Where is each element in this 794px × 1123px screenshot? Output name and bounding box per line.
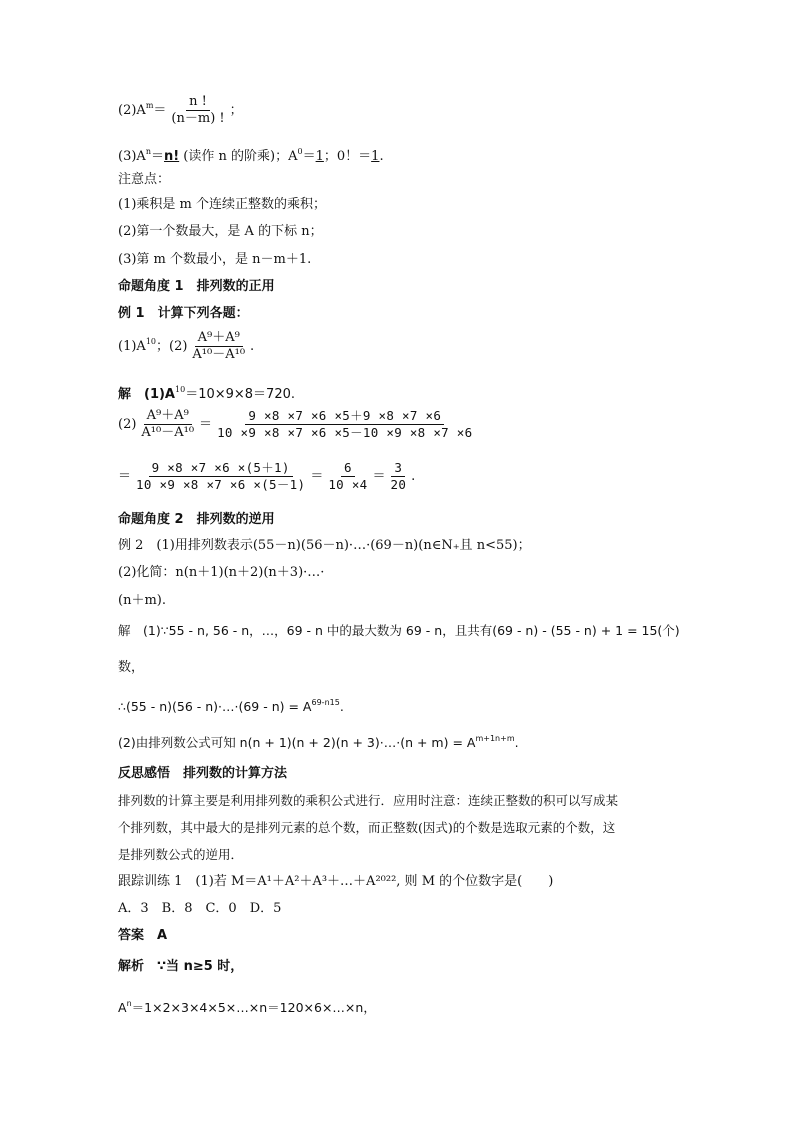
formula-text: (读作 n 的阶乘)；A [179, 149, 298, 164]
example-2-question-2a: (2)化简：n(n＋1)(n＋2)(n＋3)·…· [118, 565, 325, 580]
tracking-exercise-title: 跟踪训练 1 (1)若 M＝A¹＋A²＋A³＋…＋A²⁰²², 则 M 的个位数字是( ) [118, 874, 554, 889]
fraction-numerator: n ! [186, 94, 210, 111]
superscript: 10 [175, 385, 186, 394]
blank-answer: 1 [315, 149, 324, 164]
formula-text: ；0！＝ [323, 149, 372, 164]
formula-text: ＝ [310, 469, 324, 484]
example-2-question-1: 例 2 (1)用排列数表示(55－n)(56－n)·…·(69－n)(n∈N₊且 n<55)； [118, 538, 531, 553]
fraction [138, 408, 197, 441]
note-3: (3)第 m 个数最小，是 n－m＋1. [118, 252, 312, 267]
formula-text: . [339, 699, 344, 714]
example-1-question [118, 330, 254, 363]
formula-text: ＝ [372, 469, 386, 484]
reflection-title: 反思感悟 排列数的计算方法 [118, 766, 288, 781]
fraction-numerator: A⁹＋A⁹ [195, 330, 243, 347]
fraction [168, 94, 227, 127]
fraction-denominator: 20 [390, 477, 407, 492]
superscript: 0 [297, 147, 303, 156]
fraction-numerator: A⁹＋A⁹ [144, 408, 192, 425]
example-1-title: 例 1 计算下列各题： [118, 306, 249, 321]
blank-answer: 1 [371, 149, 380, 164]
solution-2-line-1 [118, 408, 477, 441]
analysis-line: 解析 ∵当 n≥5 时， [118, 959, 244, 974]
formula-text: . [514, 735, 519, 750]
formula-text: ＝ [153, 103, 167, 118]
fraction-numerator: 3 [391, 460, 405, 477]
example-2-solution-c [118, 694, 344, 716]
fraction [388, 460, 410, 493]
formula-text: ； [229, 103, 243, 118]
note-1: (1)乘积是 m 个连续正整数的乘积； [118, 197, 327, 212]
superscript: 10 [145, 337, 156, 346]
formula-text: ＝1×2×3×4×5×…×n＝120×6×…×n， [131, 1000, 376, 1015]
fraction-denominator: A¹⁰－A¹⁰ [192, 347, 246, 362]
superscript: m [145, 101, 154, 110]
blank-answer: n! [163, 149, 180, 164]
example-2-solution-b: 数， [118, 660, 145, 675]
superscript: 69-n15 [311, 698, 340, 707]
formula-text: (2)由排列数公式可知 n(n + 1)(n + 2)(n + 3)·…·(n + m) = A [118, 735, 476, 750]
angle-1-heading: 命题角度 1 排列数的正用 [118, 279, 275, 294]
notes-title: 注意点： [118, 172, 171, 187]
reflection-line-2: 个排列数，其中最大的是排列元素的总个数，而正整数(因式)的个数是选取元素的个数，这 [118, 820, 616, 835]
solution-1 [118, 381, 295, 404]
solution-2-line-2 [118, 460, 415, 493]
example-2-solution-d [118, 730, 519, 752]
formula-text: ＝ [199, 417, 213, 432]
formula-text: . [379, 149, 384, 164]
fraction-numerator: 6 [341, 460, 355, 477]
formula-text: ＝ [118, 469, 132, 484]
fraction-denominator: 10 ×4 [328, 477, 368, 492]
fraction [325, 460, 370, 493]
formula-text: (2)A [118, 103, 146, 118]
formula-text: (2) [118, 417, 137, 432]
final-formula [118, 995, 376, 1017]
formula-text: (3)A [118, 149, 146, 164]
solution-label: 解 (1)A [118, 387, 175, 402]
formula-3 [118, 143, 384, 166]
fraction [133, 460, 308, 493]
answer-line: 答案 A [118, 928, 168, 943]
answer-options: A．3 B．8 C．0 D．5 [118, 901, 282, 916]
formula-text: (1)A [118, 339, 146, 354]
reflection-line-3: 是排列数公式的逆用． [118, 847, 244, 862]
formula-text: ∴(55 - n)(56 - n)·…·(69 - n) = A [118, 699, 312, 714]
fraction-denominator: (n－m) ! [171, 111, 225, 126]
formula-text: . [250, 339, 255, 354]
formula-text: A [118, 1000, 127, 1015]
formula-text: ＝ [150, 149, 164, 164]
reflection-line-1: 排列数的计算主要是利用排列数的乘积公式进行．应用时注意：连续正整数的积可以写成某 [118, 793, 619, 808]
superscript: n [145, 147, 151, 156]
superscript: m+1n+m [475, 734, 515, 743]
example-2-solution-a: 解 (1)∵55 - n, 56 - n，…，69 - n 中的最大数为 69 - n，且共有(69 - n) - (55 - n) + 1 = 15(个) [118, 623, 680, 638]
note-2: (2)第一个数最大，是 A 的下标 n； [118, 224, 323, 239]
formula-text: ＝ [302, 149, 316, 164]
fraction-denominator: 10 ×9 ×8 ×7 ×6 ×(5－1) [136, 477, 306, 492]
fraction-denominator: A¹⁰－A¹⁰ [141, 425, 195, 440]
formula-2 [118, 94, 243, 127]
formula-text: ；(2) [156, 339, 188, 354]
fraction [214, 408, 475, 441]
example-2-question-2b: (n＋m). [118, 593, 166, 608]
angle-2-heading: 命题角度 2 排列数的逆用 [118, 512, 275, 527]
fraction-denominator: 10 ×9 ×8 ×7 ×6 ×5－10 ×9 ×8 ×7 ×6 [217, 425, 473, 440]
fraction-numerator: 9 ×8 ×7 ×6 ×(5＋1) [149, 460, 293, 477]
superscript: n [126, 999, 132, 1008]
fraction [189, 330, 248, 363]
fraction-numerator: 9 ×8 ×7 ×6 ×5＋9 ×8 ×7 ×6 [245, 408, 444, 425]
formula-text: . [411, 469, 416, 484]
formula-text: ＝10×9×8＝720. [185, 387, 296, 402]
